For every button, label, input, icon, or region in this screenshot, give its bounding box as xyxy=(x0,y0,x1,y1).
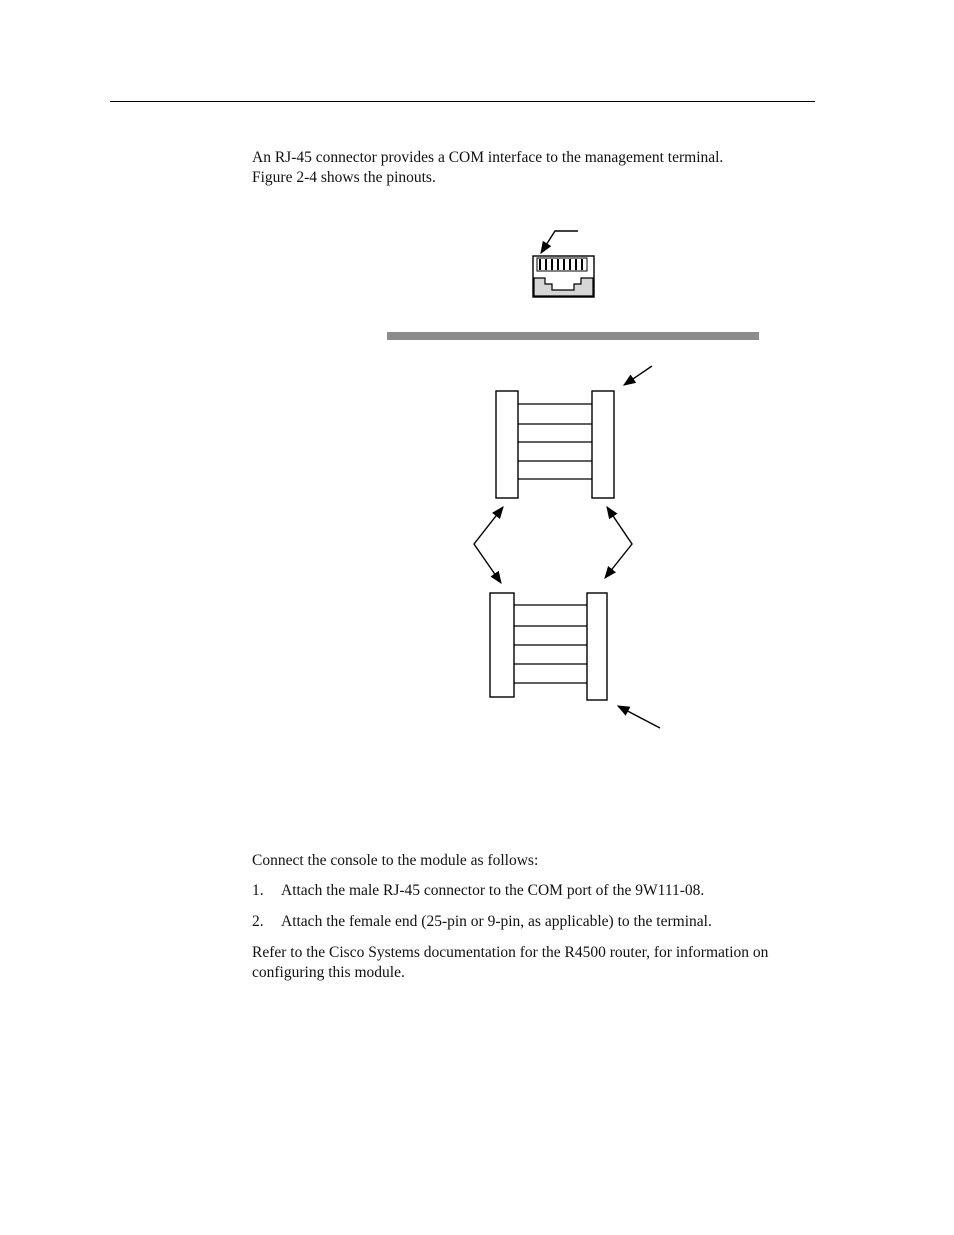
step-2-number: 2. xyxy=(252,913,264,930)
cable-diagram-lower xyxy=(490,593,660,728)
steps-lead: Connect the console to the module as follows: xyxy=(252,852,539,869)
step-1-text: Attach the male RJ-45 connector to the COM port of the 9W111-08. xyxy=(281,882,705,899)
refer-paragraph xyxy=(252,943,822,983)
intro-line-1: An RJ-45 connector provides a COM interface to the management terminal. xyxy=(252,149,724,166)
upper-pointer-arrow xyxy=(624,366,652,385)
lower-pointer-arrow xyxy=(618,706,660,728)
figure-table-bar xyxy=(387,332,759,340)
step-1-number: 1. xyxy=(252,882,264,899)
refer-line-2: configuring this module. xyxy=(252,964,405,981)
left-double-arrow xyxy=(474,507,503,583)
step-2-text: Attach the female end (25-pin or 9-pin, as applicable) to the terminal. xyxy=(281,913,712,930)
cable-diagram-upper xyxy=(496,366,652,498)
right-double-arrow xyxy=(605,507,632,578)
intro-line-2: Figure 2-4 shows the pinouts. xyxy=(252,169,436,186)
rj45-jack-icon xyxy=(533,231,594,297)
jack-pointer-arrow xyxy=(541,231,578,253)
refer-line-1: Refer to the Cisco Systems documentation for the R4500 router, for information on xyxy=(252,944,769,961)
